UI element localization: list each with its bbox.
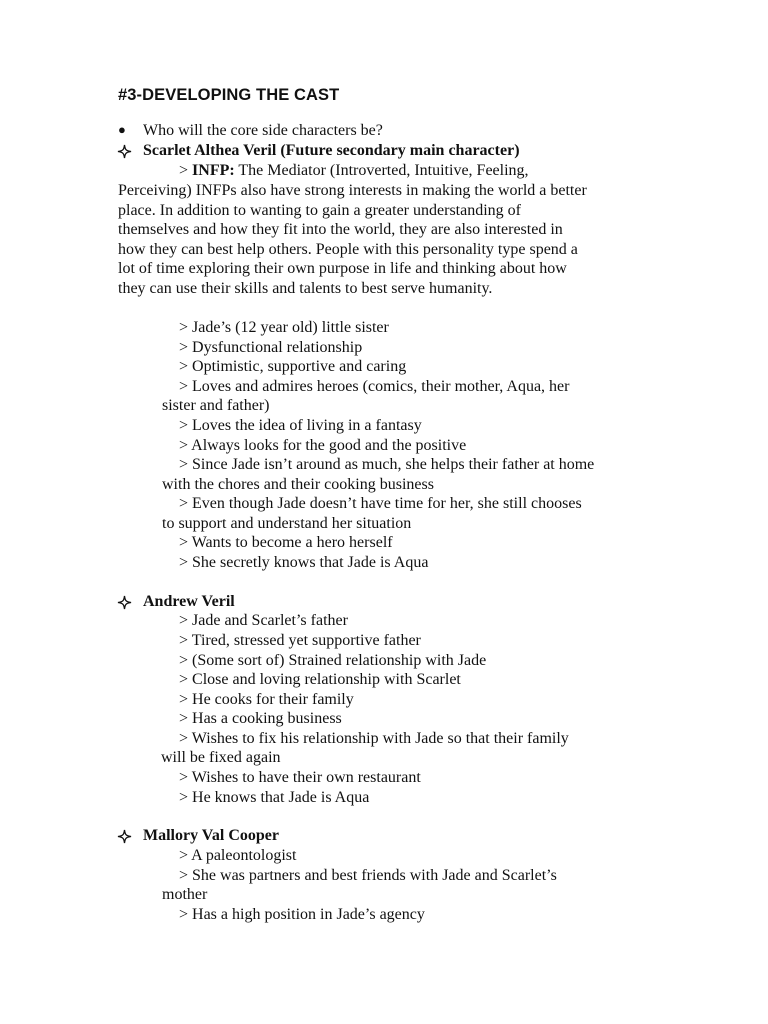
scarlet-trait: > Loves and admires heroes (comics, their mother, Aqua, her [179, 378, 570, 395]
diamond-star-icon [117, 829, 132, 844]
type-prefix: > [179, 162, 193, 179]
scarlet-trait: > She secretly knows that Jade is Aqua [179, 554, 429, 571]
scarlet-trait: > Jade’s (12 year old) little sister [179, 319, 389, 336]
scarlet-trait-continued: to support and understand her situation [162, 515, 412, 532]
scarlet-para-line: they can use their skills and talents to best serve humanity. [118, 280, 493, 297]
scarlet-para-line: place. In addition to wanting to gain a greater understanding of [118, 202, 521, 219]
andrew-trait: > Has a cooking business [179, 710, 342, 727]
andrew-trait: > Tired, stressed yet supportive father [179, 632, 421, 649]
andrew-trait: > Wishes to have their own restaurant [179, 769, 421, 786]
andrew-trait: > He knows that Jade is Aqua [179, 789, 370, 806]
scarlet-type-line [179, 161, 529, 181]
andrew-trait: > Jade and Scarlet’s father [179, 612, 348, 629]
section-heading: #3-DEVELOPING THE CAST [118, 86, 340, 104]
scarlet-para-line: themselves and how they fit into the world, they are also interested in [118, 221, 563, 238]
andrew-trait: > Wishes to fix his relationship with Jade so that their family [179, 730, 569, 747]
scarlet-trait: > Since Jade isn’t around as much, she helps their father at home [179, 456, 595, 473]
character-name-scarlet: Scarlet Althea Veril (Future secondary main character) [143, 142, 520, 159]
diamond-star-icon [117, 144, 132, 159]
type-label: INFP: [192, 162, 235, 179]
scarlet-para-line: Perceiving) INFPs also have strong interests in making the world a better [118, 182, 587, 199]
scarlet-trait: > Optimistic, supportive and caring [179, 358, 407, 375]
question-text: Who will the core side characters be? [143, 122, 383, 139]
bullet-dot-icon: ● [118, 122, 126, 137]
scarlet-para-line: lot of time exploring their own purpose in life and thinking about how [118, 260, 567, 277]
andrew-trait: > (Some sort of) Strained relationship with Jade [179, 652, 487, 669]
andrew-trait: > Close and loving relationship with Scarlet [179, 671, 461, 688]
mallory-trait-continued: mother [162, 886, 208, 903]
character-name-andrew: Andrew Veril [143, 593, 235, 610]
scarlet-trait: > Even though Jade doesn’t have time for her, she still chooses [179, 495, 582, 512]
mallory-trait: > Has a high position in Jade’s agency [179, 906, 425, 923]
mallory-trait: > A paleontologist [179, 847, 297, 864]
scarlet-trait: > Wants to become a hero herself [179, 534, 393, 551]
character-name-mallory: Mallory Val Cooper [143, 827, 279, 844]
scarlet-trait-continued: with the chores and their cooking business [162, 476, 434, 493]
andrew-trait: > He cooks for their family [179, 691, 354, 708]
scarlet-trait: > Dysfunctional relationship [179, 339, 363, 356]
scarlet-para-line: how they can best help others. People with this personality type spend a [118, 241, 578, 258]
diamond-star-icon [117, 595, 132, 610]
scarlet-trait: > Always looks for the good and the positive [179, 437, 467, 454]
type-description: The Mediator (Introverted, Intuitive, Feeling, [234, 162, 529, 179]
andrew-trait-continued: will be fixed again [161, 749, 281, 766]
scarlet-trait: > Loves the idea of living in a fantasy [179, 417, 422, 434]
mallory-trait: > She was partners and best friends with Jade and Scarlet’s [179, 867, 557, 884]
scarlet-trait-continued: sister and father) [162, 397, 270, 414]
